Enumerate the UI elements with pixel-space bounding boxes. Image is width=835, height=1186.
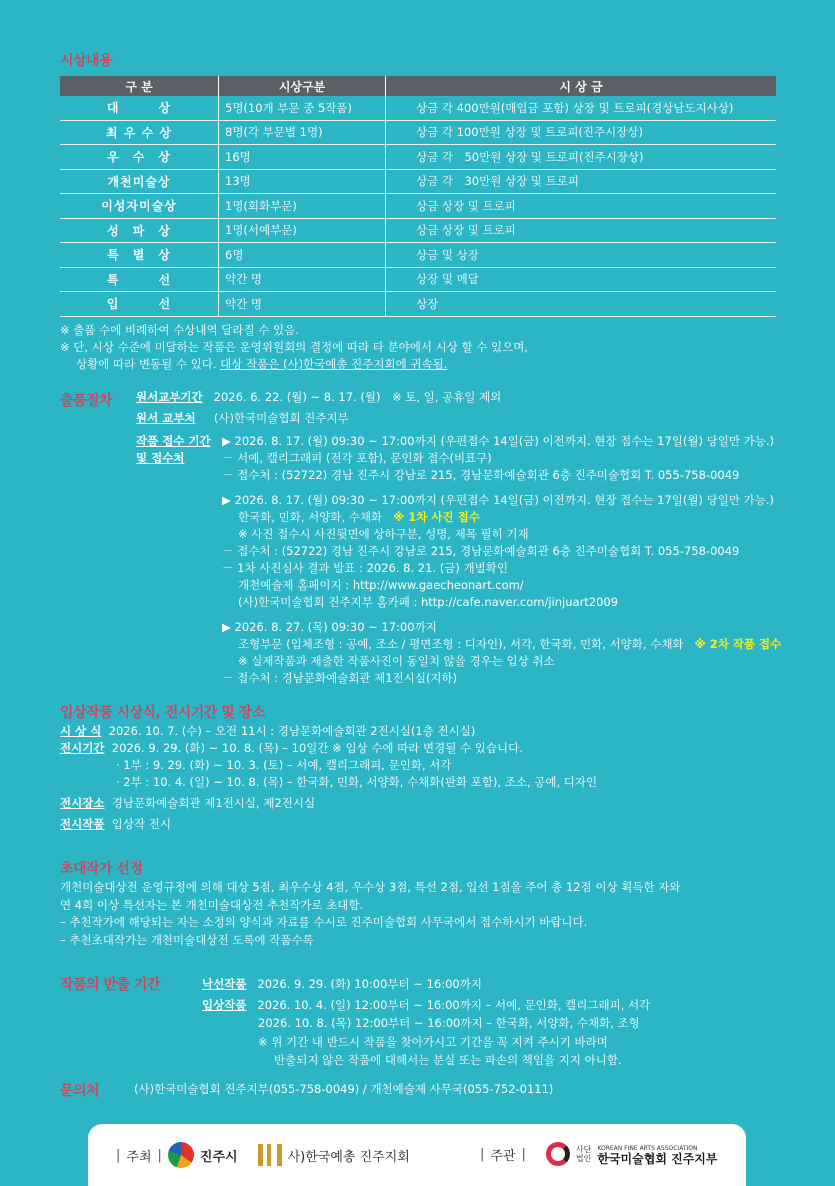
contact-title: 문의처 [60, 1083, 100, 1099]
submit-line: － 서예, 캘리그래피 (전각 포함), 문인화 접수(비표구) [222, 451, 492, 465]
award-table [60, 76, 776, 317]
art-federation-logo-icon [258, 1144, 282, 1166]
award-count: 16명 [219, 145, 386, 170]
procedure-block [136, 389, 501, 427]
table-row [60, 145, 776, 170]
award-name: 최 우 수 상 [60, 120, 219, 145]
award-name: 특 별 상 [60, 243, 219, 268]
fine-arts-association-logo-icon [546, 1142, 570, 1166]
award-prize: 상장 및 메달 [386, 267, 777, 292]
ceremony-block [60, 723, 597, 833]
table-row [60, 120, 776, 145]
note-3 [60, 356, 528, 373]
highlight-2nd: ※ 2차 작품 접수 [694, 637, 782, 651]
host-label: 주최 [126, 1149, 152, 1165]
award-name: 성 파 상 [60, 218, 219, 243]
cafe-link[interactable]: (사)한국미술협회 진주지부 홈카페 : http://cafe.naver.com/jinjuart2009 [238, 595, 619, 609]
host-jinju-city: 진주시 [199, 1149, 238, 1165]
place-value: (사)한국미술협회 진주지부 [213, 411, 349, 425]
exhibit-works-value: 입상작 전시 [111, 817, 171, 831]
org-en: KOREAN FINE ARTS ASSOCIATION [597, 1145, 698, 1152]
submit-labels [136, 433, 211, 467]
organizer-group: | 주관 | 사단 법인 KOREAN FINE ARTS ASSOCIATION 한국미술협회 진주지부 [480, 1142, 717, 1166]
win-value-2: 2026. 10. 8. (목) 12:00부터 ~ 16:00까지 – 한국화, 서양화, 수채화, 조형 [258, 1016, 640, 1030]
award-count: 6명 [219, 243, 386, 268]
award-notes [60, 322, 528, 373]
note-3b: 대상 작품은 (사)한국예총 진주지회에 귀속됨. [220, 357, 448, 371]
header-prize: 시 상 금 [386, 76, 777, 96]
table-row [60, 194, 776, 219]
note-1: ※ 출품 수에 비례하여 수상내역 달라질 수 있음. [60, 323, 299, 337]
award-count: 1명(서예부문) [219, 218, 386, 243]
ceremony-title: 입상작품 시상식, 전시기간 및 장소 [60, 705, 265, 721]
win-value-1: 2026. 10. 4. (일) 12:00부터 ~ 16:00까지 – 서예, 문인화, 캘리그래피, 서각 [257, 997, 651, 1012]
return-title: 작품의 반출 기간 [60, 977, 160, 993]
submit-line: 한국화, 민화, 서양화, 수채화 [238, 510, 383, 524]
submit-line: － 접수처 : (52722) 경남 진주시 강남로 215, 경남문화예술회관 6층 진주미술협회 T. 055-758-0049 [222, 468, 740, 482]
organizer-label: 주관 [490, 1148, 516, 1164]
win-label: 입상작품 [202, 997, 247, 1012]
fail-label: 낙선작품 [202, 977, 247, 991]
table-row [60, 218, 776, 243]
exhibit-place-label: 전시장소 [60, 796, 105, 810]
exhibit-works-label: 전시작품 [60, 817, 105, 831]
host-group: | 주최 | 진주시 사)한국예총 진주지회 [116, 1142, 410, 1168]
awards-title: 시상내용 [60, 53, 113, 69]
host-art-federation: 사)한국예총 진주지회 [287, 1149, 410, 1165]
award-count: 약간 명 [219, 267, 386, 292]
org-badge [576, 1145, 591, 1163]
award-prize: 상금 각 50만원 상장 및 트로피(진주시장상) [386, 145, 777, 170]
invite-line: 연 4회 이상 특선자는 본 개천미술대상전 추천작가로 초대함. [60, 897, 364, 912]
award-count: 13명 [219, 169, 386, 194]
award-count: 5명(10개 부문 중 5작품) [219, 96, 386, 120]
note-2: ※ 단, 시상 수준에 미달하는 작품은 운영위원회의 결정에 따라 타 분야에서 시상 할 수 있으며, [60, 340, 529, 354]
win-value-3: ※ 위 기간 내 반드시 작품을 찾아가시고 기간을 꼭 지켜 주시기 바라며 [258, 1034, 608, 1049]
award-prize: 상금 각 30만원 상장 및 트로피 [386, 169, 777, 194]
submit-line: － 1차 사진심사 결과 발표 : 2026. 8. 21. (금) 개별확인 [222, 561, 508, 575]
jinju-city-logo-icon [168, 1142, 194, 1168]
table-row [60, 243, 776, 268]
note-3a: 상황에 따라 변동될 수 있다. [76, 357, 221, 371]
ceremony-value: 2026. 10. 7. (수) – 오전 11시 : 경남문화예술회관 2전시실(1층 전시실) [108, 724, 476, 738]
org-name: 한국미술협회 진주지부 [597, 1152, 718, 1166]
homepage-link[interactable]: 개천예술제 홈페이지 : http://www.gaecheonart.com/ [238, 578, 524, 592]
table-row [60, 96, 776, 120]
invite-line: 개천미술대상전 운영규정에 의해 대상 5점, 최우수상 4점, 우수상 3점, 특선 2점, 입선 1점을 주어 총 12점 이상 획득한 자와 [60, 880, 681, 894]
ceremony-label: 시 상 식 [60, 724, 102, 738]
submit-line: － 접수처 : (52722) 경남 진주시 강남로 215, 경남문화예술회관 6층 진주미술협회 T. 055-758-0049 [222, 544, 740, 558]
submit-label-2: 및 접수처 [136, 451, 185, 465]
submit-line: 조형부문 (입체조형 : 공예, 조소 / 평면조형 : 디자인), 서각, 한국화, 민화, 서양화, 수채화 [238, 637, 684, 651]
footer-bar [88, 1124, 746, 1186]
submit-line: － 접수처 : 경남문화예술회관 제1전시실(지하) [222, 671, 458, 685]
header-category: 구 분 [60, 76, 219, 96]
submit-details [222, 433, 781, 687]
win-value-4: 반출되지 않은 작품에 대해서는 분실 또는 파손의 책임을 지지 아니함. [274, 1053, 622, 1067]
submit-line-group [222, 509, 781, 526]
period-label: 원서교부기간 [136, 390, 203, 404]
award-prize: 상금 및 상장 [386, 243, 777, 268]
award-prize: 상금 각 100만원 상장 및 트로피(진주시장상) [386, 120, 777, 145]
submit-line-group [222, 636, 781, 653]
table-row [60, 169, 776, 194]
return-block [202, 975, 650, 1070]
exhibit-part-2: · 2부 : 10. 4. (일) ~ 10. 8. (목) – 한국화, 민화, 서양화, 수채화(판화 포함), 조소, 공예, 디자인 [116, 775, 598, 789]
award-count: 약간 명 [219, 292, 386, 317]
table-row [60, 292, 776, 317]
invite-line: – 추천초대작가는 개천미술대상전 도록에 작품수록 [60, 932, 314, 947]
award-table-header [60, 76, 776, 96]
award-prize: 상금 상장 및 트로피 [386, 194, 777, 219]
submit-line: ※ 실제작품과 제출한 작품사진이 동일치 않을 경우는 입상 취소 [238, 654, 555, 668]
org-name-group [597, 1143, 717, 1165]
award-name: 개천미술상 [60, 169, 219, 194]
award-name: 입 선 [60, 292, 219, 317]
period-value: 2026. 6. 22. (월) ~ 8. 17. (월) ※ 토, 일, 공휴일 제외 [213, 390, 502, 404]
submit-label-1: 작품 접수 기간 [136, 434, 211, 448]
award-prize: 상장 [386, 292, 777, 317]
award-name: 우 수 상 [60, 145, 219, 170]
header-division: 시상구분 [219, 76, 386, 96]
exhibit-place-value: 경남문화예술회관 제1전시실, 제2전시실 [111, 796, 316, 810]
award-name: 대 상 [60, 96, 219, 120]
submit-line: ▶ 2026. 8. 17. (월) 09:30 ~ 17:00까지 (우편접수 14일(금) 이전까지. 현장 접수는 17일(월) 당일만 가능.) [222, 493, 774, 507]
table-row [60, 267, 776, 292]
org-small-2: 법인 [575, 1154, 592, 1163]
award-prize: 상금 각 400만원(매입금 포함) 상장 및 트로피(경상남도지사상) [386, 96, 777, 120]
invite-line: – 추천작가에 해당되는 자는 소정의 양식과 자료를 수시로 진주미술협회 사무국에서 접수하시기 바랍니다. [60, 915, 588, 929]
award-name: 특 선 [60, 267, 219, 292]
exhibit-period-value: 2026. 9. 29. (화) ~ 10. 8. (목) – 10일간 ※ 입상 수에 따라 변경될 수 있습니다. [111, 741, 523, 755]
award-count: 1명(회화부문) [219, 194, 386, 219]
place-label: 원서 교부처 [136, 411, 196, 425]
exhibit-part-1: · 1부 : 9. 29. (화) ~ 10. 3. (토) – 서예, 캘리그래피, 문인화, 서각 [116, 758, 452, 772]
submit-line: ▶ 2026. 8. 17. (월) 09:30 ~ 17:00까지 (우편접수 14일(금) 이전까지. 현장 접수는 17일(월) 당일만 가능.) [222, 434, 774, 448]
contact-value: (사)한국미술협회 진주지부(055-758-0049) / 개천예술제 사무국(055-752-0111) [134, 1082, 554, 1096]
submit-line: ▶ 2026. 8. 27. (목) 09:30 ~ 17:00까지 [222, 620, 437, 634]
award-prize: 상금 상장 및 트로피 [386, 218, 777, 243]
procedure-title: 출품절차 [60, 393, 113, 409]
highlight-1st: ※ 1차 사진 접수 [393, 510, 480, 524]
exhibit-period-label: 전시기간 [60, 741, 105, 755]
submit-line: ※ 사진 접수시 사진뒷면에 상하구분, 성명, 제목 필히 기재 [238, 527, 529, 541]
invite-title: 초대작가 선정 [60, 861, 143, 877]
invite-block [60, 879, 680, 949]
org-small-1: 사단 [575, 1145, 592, 1154]
award-count: 8명(각 부문별 1명) [219, 120, 386, 145]
fail-value: 2026. 9. 29. (화) 10:00부터 ~ 16:00까지 [257, 977, 482, 991]
award-name: 이성자미술상 [60, 194, 219, 219]
